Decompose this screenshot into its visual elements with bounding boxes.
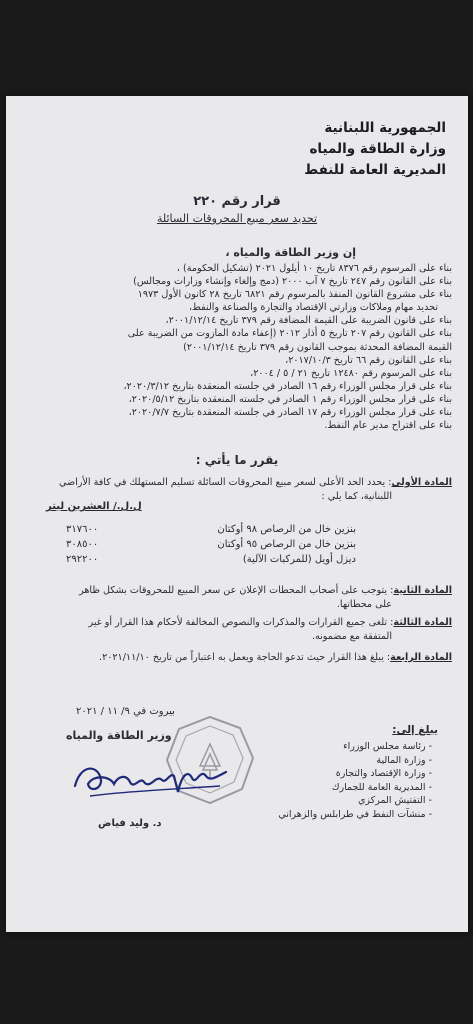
article-2-text-cont: على محطاتها.: [336, 598, 392, 610]
minister-signature: [70, 746, 245, 816]
fuel-name: ديزل أويل (للمركبات الآلية): [242, 554, 356, 565]
preamble-line: بناء على اقتراح مدير عام النفط.: [324, 420, 452, 432]
distribution-title: يبلغ إلى:: [392, 724, 438, 736]
preamble-line: بناء على المرسوم رقم ٨٣٧٦ تاريخ ١٠ أيلول ٢٠٢١ (تشكيل الحكومة) ،: [176, 263, 452, 274]
fuel-price: ٣١٧٦٠٠: [66, 524, 99, 535]
preamble-line: بناء على المرسوم رقم ١٢٤٨٠ تاريخ ٢١ / ٥ / ٢٠٠٤،: [250, 367, 452, 379]
list-item: - وزارة المالية: [376, 754, 432, 766]
fuel-name: بنزين خال من الرصاص ٩٥ أوكتان: [217, 539, 356, 550]
list-item: - منشآت النفط في طرابلس والزهراني: [278, 808, 432, 820]
article-3-label: المادة الثالثة: [393, 617, 452, 628]
article-4-label: المادة الرابعة: [390, 652, 452, 663]
article-3-text: : تلغى جميع القرارات والمذكرات والنصوص المخالفة لأحكام هذا القرار أو غير: [88, 617, 394, 628]
preamble-line: بناء على قرار مجلس الوزراء رقم ١٦ الصادر في جلسته المنعقدة بتاريخ ٢٠٢٠/٣/١٢،: [123, 380, 452, 392]
preamble-line: بناء على قرار مجلس الوزراء رقم ١ الصادر في جلسته المنعقدة بتاريخ ٢٠٢٠/٥/١٢،: [128, 393, 452, 405]
preamble: [22, 262, 452, 432]
preamble-line: بناء على مشروع القانون المنفذ بالمرسوم رقم ٦٨٢١ تاريخ ٢٨ كانون الأول ١٩٧٣: [137, 289, 452, 301]
fuel-price: ٣٠٨٥٠٠: [66, 539, 99, 550]
list-item: - رئاسة مجلس الوزراء: [343, 741, 432, 752]
price-unit: ل.ل./ العشرين ليتر: [46, 501, 142, 512]
article-3-text-cont: المتفقة مع مضمونه.: [311, 630, 392, 642]
article-2: [22, 584, 452, 611]
decision-subject: تحديد سعر مبيع المحروقات السائلة: [156, 212, 318, 225]
preamble-line: القيمة المضافة المحدثة بموجب القانون رقم ٣٧٩ تاريخ ٢٠٠١/١٢/١٤): [183, 341, 452, 353]
preamble-line: بناء على قانون الضريبة على القيمة المضافة رقم ٣٧٩ تاريخ ٢٠٠١/١٢/١٤،: [165, 315, 452, 327]
preamble-line: بناء على القانون رقم ٢٠٧ تاريخ ٥ أذار ٢٠١٢ (إعفاء مادة المازوت من الضريبة على: [127, 328, 452, 340]
fuel-price: ٢٩٢٢٠٠: [66, 554, 99, 565]
article-1-text-cont: اللبنانية، كما يلي :: [321, 490, 392, 502]
letterhead: [304, 118, 446, 181]
letterhead-directorate: المديرية العامة للنفط: [304, 162, 446, 178]
decree-page: [6, 96, 468, 932]
article-2-text: : يتوجب على أصحاب المحطات الإعلان عن سعر المبيع للمحروقات بشكل ظاهر: [79, 585, 394, 596]
preamble-line: بناء على القانون رقم ٦٦ تاريخ ٢٠١٧/١٠/٣،: [285, 354, 452, 366]
preamble-line: تحديد مهام وملاكات وزارتي الإقتصاد والتجارة والصناعة والنفط،: [188, 302, 438, 314]
preamble-line: بناء على القانون رقم ٢٤٧ تاريخ ٧ آب ٢٠٠٠ (دمج وإلغاء وإنشاء وزارات ومجالس): [133, 276, 452, 288]
decides-heading: يقرر ما يأتي :: [195, 453, 279, 467]
article-4: [22, 651, 452, 665]
article-4-text: : يبلغ هذا القرار حيث تدعو الحاجة ويعمل به اعتباراً من تاريخ ٢٠٢١/١١/١٠.: [99, 652, 391, 663]
fuel-name: بنزين خال من الرصاص ٩٨ أوكتان: [217, 524, 356, 535]
article-1-label: المادة الأولى: [391, 477, 452, 488]
list-item: - المديرية العامة للجمارك: [331, 781, 432, 793]
distribution-list: [278, 740, 432, 822]
article-3: [22, 616, 452, 643]
list-item: - وزارة الإقتصاد والتجارة: [335, 768, 432, 780]
letterhead-ministry: وزارة الطاقة والمياه: [309, 141, 446, 157]
minister-name: د. وليد فياض: [98, 818, 162, 829]
preamble-line: بناء على قرار مجلس الوزراء رقم ١٧ الصادر في جلسته المنعقدة بتاريخ ٢٠٢٠/٧/٧،: [128, 407, 452, 419]
article-1-text: : يحدد الحد الأعلى لسعر مبيع المحروقات السائلة تسليم المستهلك في كافة الأراضي: [58, 477, 392, 488]
greeting: إن وزير الطاقة والمياه ،: [225, 246, 356, 259]
list-item: - التفتيش المركزي: [358, 795, 432, 807]
letterhead-republic: الجمهورية اللبنانية: [324, 120, 446, 136]
minister-title: وزير الطاقة والمياه: [66, 729, 172, 742]
decision-title: قرار رقم ٢٢٠: [193, 194, 281, 209]
issue-date: بيروت في ٩/ ١١ / ٢٠٢١: [76, 706, 175, 717]
article-1: [22, 476, 452, 503]
article-2-label: المادة الثانية: [393, 585, 452, 596]
